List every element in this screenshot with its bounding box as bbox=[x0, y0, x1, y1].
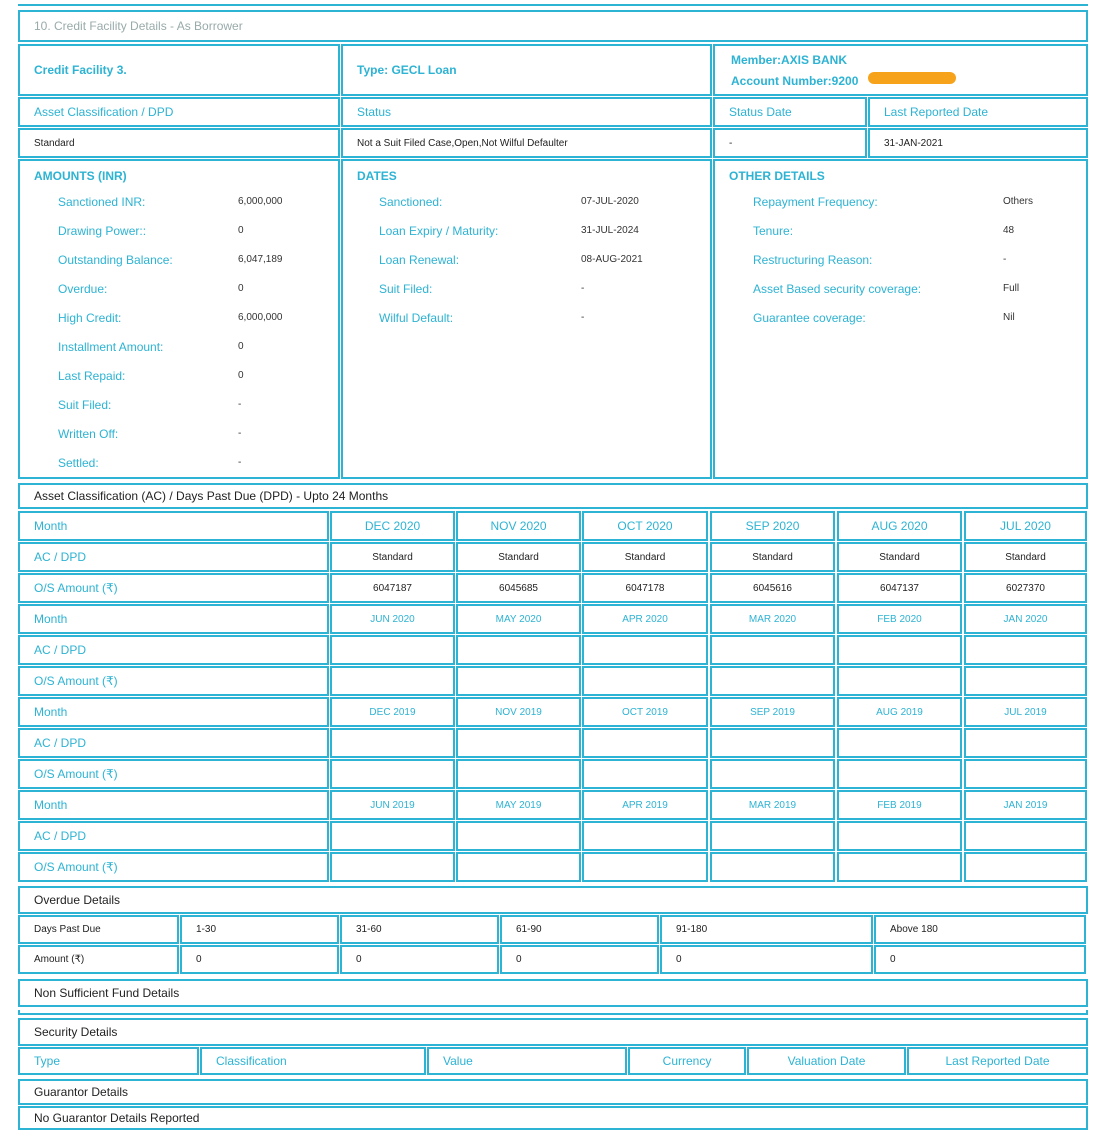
dpd-row-label-month: Month bbox=[18, 790, 329, 820]
dpd-row-label-os: O/S Amount (₹) bbox=[18, 759, 329, 789]
section-title: 10. Credit Facility Details - As Borrower bbox=[18, 10, 1088, 42]
guarantor-none: No Guarantor Details Reported bbox=[18, 1106, 1088, 1130]
dpd-cell-ac: Standard bbox=[456, 542, 581, 572]
security-header: Classification bbox=[200, 1047, 426, 1075]
amounts-label: Last Repaid: bbox=[58, 369, 126, 383]
dpd-cell-ac bbox=[582, 635, 708, 665]
dpd-cell-ac bbox=[837, 635, 962, 665]
amounts-value: 6,047,189 bbox=[238, 254, 283, 265]
overdue-amount: 0 bbox=[340, 945, 499, 974]
security-header: Last Reported Date bbox=[907, 1047, 1088, 1075]
dpd-cell-os bbox=[710, 759, 835, 789]
dpd-row-label-os: O/S Amount (₹) bbox=[18, 573, 329, 603]
dpd-row-label-ac: AC / DPD bbox=[18, 728, 329, 758]
dpd-cell-month: JAN 2020 bbox=[964, 604, 1087, 634]
dpd-cell-os bbox=[330, 666, 455, 696]
other-value: Others bbox=[1003, 196, 1034, 207]
dpd-row-label-os: O/S Amount (₹) bbox=[18, 852, 329, 882]
redaction-mark bbox=[868, 72, 956, 84]
dpd-cell-month: MAY 2020 bbox=[456, 604, 581, 634]
amounts-label: Installment Amount: bbox=[58, 340, 164, 354]
dpd-row-label-ac: AC / DPD bbox=[18, 542, 329, 572]
amounts-value: - bbox=[238, 457, 242, 468]
dpd-cell-ac bbox=[710, 821, 835, 851]
header-last-reported: Last Reported Date bbox=[868, 97, 1088, 127]
value-asset-class: Standard bbox=[18, 128, 340, 158]
dpd-cell-ac bbox=[330, 821, 455, 851]
guarantor-title: Guarantor Details bbox=[18, 1079, 1088, 1105]
dpd-cell-os bbox=[710, 666, 835, 696]
security-header: Valuation Date bbox=[747, 1047, 906, 1075]
dpd-cell-os bbox=[964, 852, 1087, 882]
other-value: - bbox=[1003, 254, 1007, 265]
dpd-cell-month: AUG 2019 bbox=[837, 697, 962, 727]
dpd-cell-ac bbox=[964, 635, 1087, 665]
dpd-cell-os: 6047137 bbox=[837, 573, 962, 603]
dpd-cell-os bbox=[964, 666, 1087, 696]
security-header: Currency bbox=[628, 1047, 746, 1075]
dpd-cell-os bbox=[330, 852, 455, 882]
dpd-cell-ac bbox=[582, 728, 708, 758]
member-name: Member:AXIS BANK bbox=[731, 53, 848, 67]
nsf-spacer bbox=[18, 1010, 1088, 1015]
overdue-amount: 0 bbox=[660, 945, 873, 974]
dates-label: Sanctioned: bbox=[379, 195, 443, 209]
amounts-value: 0 bbox=[238, 225, 244, 236]
overdue-amount: 0 bbox=[180, 945, 339, 974]
dpd-cell-month: DEC 2020 bbox=[330, 511, 455, 541]
overdue-amount-label: Amount (₹) bbox=[18, 945, 179, 974]
other-value: Nil bbox=[1003, 312, 1015, 323]
other-label: Guarantee coverage: bbox=[753, 311, 866, 325]
dpd-cell-os: 6045685 bbox=[456, 573, 581, 603]
dpd-cell-ac: Standard bbox=[710, 542, 835, 572]
dpd-cell-os: 6045616 bbox=[710, 573, 835, 603]
dpd-cell-ac bbox=[964, 728, 1087, 758]
dpd-cell-month: APR 2020 bbox=[582, 604, 708, 634]
dpd-cell-os: 6027370 bbox=[964, 573, 1087, 603]
other-panel bbox=[713, 159, 1088, 479]
overdue-amount: 0 bbox=[874, 945, 1086, 974]
dpd-cell-os bbox=[582, 666, 708, 696]
dpd-cell-os bbox=[582, 759, 708, 789]
dpd-cell-ac bbox=[582, 821, 708, 851]
amounts-value: 0 bbox=[238, 341, 244, 352]
other-value: 48 bbox=[1003, 225, 1015, 236]
value-status-date: - bbox=[713, 128, 867, 158]
dpd-cell-os bbox=[456, 759, 581, 789]
dpd-cell-os: 6047178 bbox=[582, 573, 708, 603]
other-label: Repayment Frequency: bbox=[753, 195, 878, 209]
dpd-cell-month: AUG 2020 bbox=[837, 511, 962, 541]
amounts-value: 6,000,000 bbox=[238, 196, 283, 207]
value-status: Not a Suit Filed Case,Open,Not Wilful Defaulter bbox=[341, 128, 712, 158]
amounts-title: AMOUNTS (INR) bbox=[34, 169, 127, 183]
dates-label: Wilful Default: bbox=[379, 311, 454, 325]
security-header: Type bbox=[18, 1047, 199, 1075]
dpd-row-label-ac: AC / DPD bbox=[18, 635, 329, 665]
dpd-row-label-month: Month bbox=[18, 511, 329, 541]
dpd-cell-month: NOV 2019 bbox=[456, 697, 581, 727]
dpd-cell-ac: Standard bbox=[582, 542, 708, 572]
dates-title: DATES bbox=[357, 169, 397, 183]
dpd-cell-month: JAN 2019 bbox=[964, 790, 1087, 820]
dpd-cell-os bbox=[964, 759, 1087, 789]
dpd-row-label-ac: AC / DPD bbox=[18, 821, 329, 851]
dpd-cell-month: OCT 2019 bbox=[582, 697, 708, 727]
dpd-cell-ac bbox=[710, 635, 835, 665]
overdue-title: Overdue Details bbox=[18, 886, 1088, 914]
dpd-cell-os bbox=[837, 852, 962, 882]
dpd-cell-month: JUN 2020 bbox=[330, 604, 455, 634]
dpd-cell-month: MAR 2019 bbox=[710, 790, 835, 820]
security-title: Security Details bbox=[18, 1018, 1088, 1046]
amounts-value: 6,000,000 bbox=[238, 312, 283, 323]
dpd-cell-os bbox=[582, 852, 708, 882]
dpd-cell-month: JUN 2019 bbox=[330, 790, 455, 820]
dpd-cell-ac bbox=[456, 728, 581, 758]
dpd-cell-ac bbox=[330, 635, 455, 665]
dates-value: - bbox=[581, 312, 585, 323]
other-title: OTHER DETAILS bbox=[729, 169, 825, 183]
amounts-label: Suit Filed: bbox=[58, 398, 112, 412]
dpd-cell-os bbox=[330, 759, 455, 789]
dpd-cell-month: FEB 2020 bbox=[837, 604, 962, 634]
dpd-cell-month: MAR 2020 bbox=[710, 604, 835, 634]
dpd-cell-month: SEP 2020 bbox=[710, 511, 835, 541]
dates-value: 31-JUL-2024 bbox=[581, 225, 639, 236]
dpd-cell-month: OCT 2020 bbox=[582, 511, 708, 541]
overdue-days-label: Days Past Due bbox=[18, 915, 179, 944]
dpd-cell-ac: Standard bbox=[837, 542, 962, 572]
dpd-cell-os bbox=[456, 852, 581, 882]
amounts-label: Drawing Power:: bbox=[58, 224, 147, 238]
dpd-title: Asset Classification (AC) / Days Past Due (DPD) - Upto 24 Months bbox=[18, 483, 1088, 509]
other-label: Restructuring Reason: bbox=[753, 253, 873, 267]
dates-label: Loan Renewal: bbox=[379, 253, 460, 267]
nsf-title: Non Sufficient Fund Details bbox=[18, 979, 1088, 1007]
dpd-cell-month: NOV 2020 bbox=[456, 511, 581, 541]
other-value: Full bbox=[1003, 283, 1020, 294]
dpd-cell-ac bbox=[330, 728, 455, 758]
dpd-cell-ac bbox=[456, 635, 581, 665]
dpd-cell-month: SEP 2019 bbox=[710, 697, 835, 727]
dpd-cell-os bbox=[837, 666, 962, 696]
facility-name: Credit Facility 3. bbox=[18, 44, 340, 96]
dpd-cell-month: APR 2019 bbox=[582, 790, 708, 820]
dpd-cell-os: 6047187 bbox=[330, 573, 455, 603]
dpd-row-label-month: Month bbox=[18, 604, 329, 634]
member-box bbox=[713, 44, 1088, 96]
dates-value: 08-AUG-2021 bbox=[581, 254, 643, 265]
other-label: Tenure: bbox=[753, 224, 794, 238]
dpd-cell-month: JUL 2020 bbox=[964, 511, 1087, 541]
dpd-cell-month: MAY 2019 bbox=[456, 790, 581, 820]
overdue-amount: 0 bbox=[500, 945, 659, 974]
dates-panel bbox=[341, 159, 712, 479]
amounts-label: Overdue: bbox=[58, 282, 108, 296]
amounts-label: Written Off: bbox=[58, 427, 119, 441]
dpd-cell-os bbox=[837, 759, 962, 789]
other-label: Asset Based security coverage: bbox=[753, 282, 922, 296]
top-border bbox=[18, 0, 1088, 6]
dpd-cell-month: JUL 2019 bbox=[964, 697, 1087, 727]
dpd-cell-ac bbox=[837, 728, 962, 758]
amounts-label: Outstanding Balance: bbox=[58, 253, 173, 267]
dates-label: Loan Expiry / Maturity: bbox=[379, 224, 499, 238]
amounts-label: Sanctioned INR: bbox=[58, 195, 146, 209]
overdue-bucket: 91-180 bbox=[660, 915, 873, 944]
dpd-cell-month: DEC 2019 bbox=[330, 697, 455, 727]
dpd-row-label-month: Month bbox=[18, 697, 329, 727]
amounts-label: Settled: bbox=[58, 456, 99, 470]
amounts-label: High Credit: bbox=[58, 311, 122, 325]
amounts-value: 0 bbox=[238, 370, 244, 381]
overdue-bucket: 31-60 bbox=[340, 915, 499, 944]
dpd-cell-ac: Standard bbox=[330, 542, 455, 572]
facility-type: Type: GECL Loan bbox=[341, 44, 712, 96]
security-header: Value bbox=[427, 1047, 627, 1075]
amounts-value: 0 bbox=[238, 283, 244, 294]
dpd-cell-ac: Standard bbox=[964, 542, 1087, 572]
value-last-reported: 31-JAN-2021 bbox=[868, 128, 1088, 158]
dpd-cell-os bbox=[456, 666, 581, 696]
amounts-panel bbox=[18, 159, 340, 479]
overdue-bucket: 61-90 bbox=[500, 915, 659, 944]
amounts-value: - bbox=[238, 428, 242, 439]
dpd-cell-ac bbox=[456, 821, 581, 851]
dpd-row-label-os: O/S Amount (₹) bbox=[18, 666, 329, 696]
dpd-cell-month: FEB 2019 bbox=[837, 790, 962, 820]
account-number: Account Number:9200 bbox=[731, 74, 859, 88]
dpd-cell-os bbox=[710, 852, 835, 882]
header-status: Status bbox=[341, 97, 712, 127]
overdue-bucket: Above 180 bbox=[874, 915, 1086, 944]
amounts-value: - bbox=[238, 399, 242, 410]
header-asset-class: Asset Classification / DPD bbox=[18, 97, 340, 127]
dates-label: Suit Filed: bbox=[379, 282, 433, 296]
dates-value: - bbox=[581, 283, 585, 294]
dpd-cell-ac bbox=[710, 728, 835, 758]
dpd-cell-ac bbox=[964, 821, 1087, 851]
dates-value: 07-JUL-2020 bbox=[581, 196, 639, 207]
dpd-cell-ac bbox=[837, 821, 962, 851]
header-status-date: Status Date bbox=[713, 97, 867, 127]
overdue-bucket: 1-30 bbox=[180, 915, 339, 944]
